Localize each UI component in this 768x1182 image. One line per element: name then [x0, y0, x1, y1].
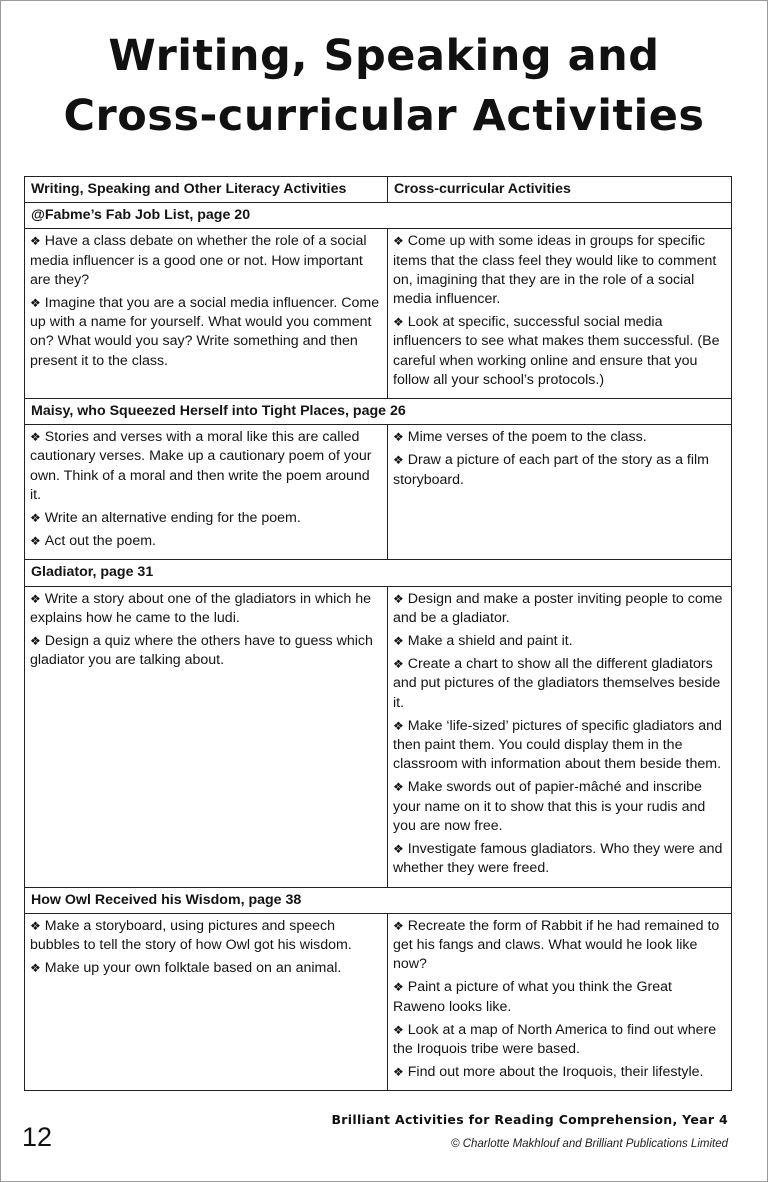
title-line-2: Cross-curricular Activities [63, 91, 705, 141]
activity-text: Write an alternative ending for the poem. [44, 510, 301, 527]
activity-text: Recreate the form of Rabbit if he had remained to get his fangs and claws. What would he look like now? [393, 917, 720, 973]
diamond-bullet-icon: ❖ [393, 657, 404, 672]
activity-item [393, 313, 726, 390]
activity-text: Write a story about one of the gladiators in which he explains how he came to the ludi. [30, 590, 372, 626]
activity-item [393, 840, 726, 878]
diamond-bullet-icon: ❖ [393, 1022, 404, 1037]
literacy-activities-cell [25, 229, 388, 399]
diamond-bullet-icon: ❖ [30, 961, 41, 976]
activity-text: Come up with some ideas in groups for specific items that the class feel they would like to comment on, imagining that they are in the role of a social media influencer. [393, 233, 717, 308]
diamond-bullet-icon: ❖ [393, 315, 404, 330]
activity-item [30, 632, 382, 670]
literacy-activities-cell [25, 913, 388, 1091]
activity-text: Paint a picture of what you think the Great Raweno looks like. [393, 979, 672, 1015]
diamond-bullet-icon: ❖ [393, 1065, 404, 1080]
section-heading-row [25, 560, 732, 586]
diamond-bullet-icon: ❖ [30, 534, 41, 549]
activity-text: Make up your own folktale based on an animal. [44, 960, 342, 977]
activity-text: Imagine that you are a social media influencer. Come up with a name for yourself. What would you comment on? What would you say? Write something and then present it to the class. [30, 295, 380, 369]
diamond-bullet-icon: ❖ [393, 842, 404, 857]
activity-text: Look at a map of North America to find out where the Iroquois tribe were based. [393, 1021, 717, 1057]
diamond-bullet-icon: ❖ [30, 511, 41, 526]
activity-text: Make ‘life-sized’ pictures of specific gladiators and then paint them. You could display them in the classroom with information about them beside them. [393, 717, 722, 773]
diamond-bullet-icon: ❖ [393, 718, 404, 733]
activity-text: Create a chart to show all the different gladiators and put pictures of the gladiators themselves beside it. [393, 656, 721, 711]
title-line-1: Writing, Speaking and [108, 31, 660, 81]
literacy-activities-cell [25, 586, 388, 887]
section-activities-row [25, 913, 732, 1091]
activity-text: Make a shield and paint it. [407, 633, 573, 650]
activity-item [30, 590, 382, 628]
activity-item [393, 1021, 726, 1059]
diamond-bullet-icon: ❖ [30, 430, 41, 445]
column-header-literacy: Writing, Speaking and Other Literacy Activities [25, 177, 388, 203]
activity-text: Investigate famous gladiators. Who they were and whether they were freed. [393, 841, 723, 877]
header-row [25, 177, 732, 203]
activity-item [30, 917, 382, 955]
activity-text: Stories and verses with a moral like this are called cautionary verses. Make up a cautionary poem of your own. Think of a moral and then write the poem around it. [30, 429, 372, 503]
activity-item [30, 428, 382, 505]
section-heading: How Owl Received his Wisdom, page 38 [25, 887, 732, 913]
activity-item [30, 532, 382, 551]
diamond-bullet-icon: ❖ [393, 591, 404, 606]
activity-text: Find out more about the Iroquois, their lifestyle. [407, 1064, 704, 1081]
diamond-bullet-icon: ❖ [393, 980, 404, 995]
diamond-bullet-icon: ❖ [30, 234, 41, 249]
diamond-bullet-icon: ❖ [393, 430, 404, 445]
activity-item [393, 590, 726, 628]
activity-item [30, 232, 382, 290]
page-number: 12 [22, 1122, 53, 1152]
activity-item [393, 451, 726, 489]
activity-text: Make a storyboard, using pictures and speech bubbles to tell the story of how Owl got his wisdom. [30, 917, 352, 953]
section-activities-row [25, 229, 732, 399]
diamond-bullet-icon: ❖ [393, 453, 404, 468]
diamond-bullet-icon: ❖ [30, 918, 41, 933]
footer-copyright: © Charlotte Makhlouf and Brilliant Publications Limited [451, 1138, 728, 1150]
section-heading: Gladiator, page 31 [25, 560, 732, 586]
activity-item [393, 978, 726, 1016]
activity-item [393, 655, 726, 713]
column-header-cross-curricular: Cross-curricular Activities [388, 177, 732, 203]
section-heading-row [25, 203, 732, 229]
section-heading-row [25, 399, 732, 425]
section-activities-row [25, 425, 732, 560]
cross-curricular-activities-cell [388, 586, 732, 887]
activity-text: Draw a picture of each part of the story as a film storyboard. [393, 452, 709, 488]
activity-text: Look at specific, successful social media influencers to see what makes them successful. (Be careful when working online and ensure that you follow all your school’s protocols.) [393, 314, 720, 388]
footer-book-title: Brilliant Activities for Reading Comprehension, Year 4 [331, 1112, 728, 1127]
section-heading-row [25, 887, 732, 913]
activity-item [393, 428, 726, 447]
section-heading: Maisy, who Squeezed Herself into Tight Places, page 26 [25, 399, 732, 425]
activity-item [30, 959, 382, 978]
diamond-bullet-icon: ❖ [393, 918, 404, 933]
activity-text: Design and make a poster inviting people to come and be a gladiator. [393, 590, 723, 626]
diamond-bullet-icon: ❖ [30, 296, 41, 311]
diamond-bullet-icon: ❖ [30, 591, 41, 606]
diamond-bullet-icon: ❖ [30, 634, 41, 649]
activity-item [393, 1063, 726, 1082]
cross-curricular-activities-cell [388, 425, 732, 560]
activity-item [30, 294, 382, 371]
activity-item [393, 917, 726, 975]
activity-item [30, 509, 382, 528]
section-activities-row [25, 586, 732, 887]
section-heading: @Fabme’s Fab Job List, page 20 [25, 203, 732, 229]
literacy-activities-cell [25, 425, 388, 560]
diamond-bullet-icon: ❖ [393, 234, 404, 249]
activity-text: Design a quiz where the others have to guess which gladiator you are talking about. [30, 633, 373, 669]
diamond-bullet-icon: ❖ [393, 634, 404, 649]
table-body [25, 203, 732, 1091]
activity-text: Make swords out of papier-mâché and inscribe your name on it to show that this is your rudis and you are now free. [393, 779, 706, 834]
activity-item [393, 778, 726, 836]
activity-item [393, 232, 726, 309]
activity-text: Have a class debate on whether the role of a social media influencer is a good one or not. How important are they? [30, 233, 367, 288]
page-title [0, 26, 768, 146]
activity-item [393, 717, 726, 775]
activity-text: Act out the poem. [44, 533, 156, 550]
cross-curricular-activities-cell [388, 913, 732, 1091]
activity-text: Mime verses of the poem to the class. [407, 429, 647, 446]
diamond-bullet-icon: ❖ [393, 780, 404, 795]
activity-item [393, 632, 726, 651]
activities-table [24, 176, 732, 1091]
cross-curricular-activities-cell [388, 229, 732, 399]
